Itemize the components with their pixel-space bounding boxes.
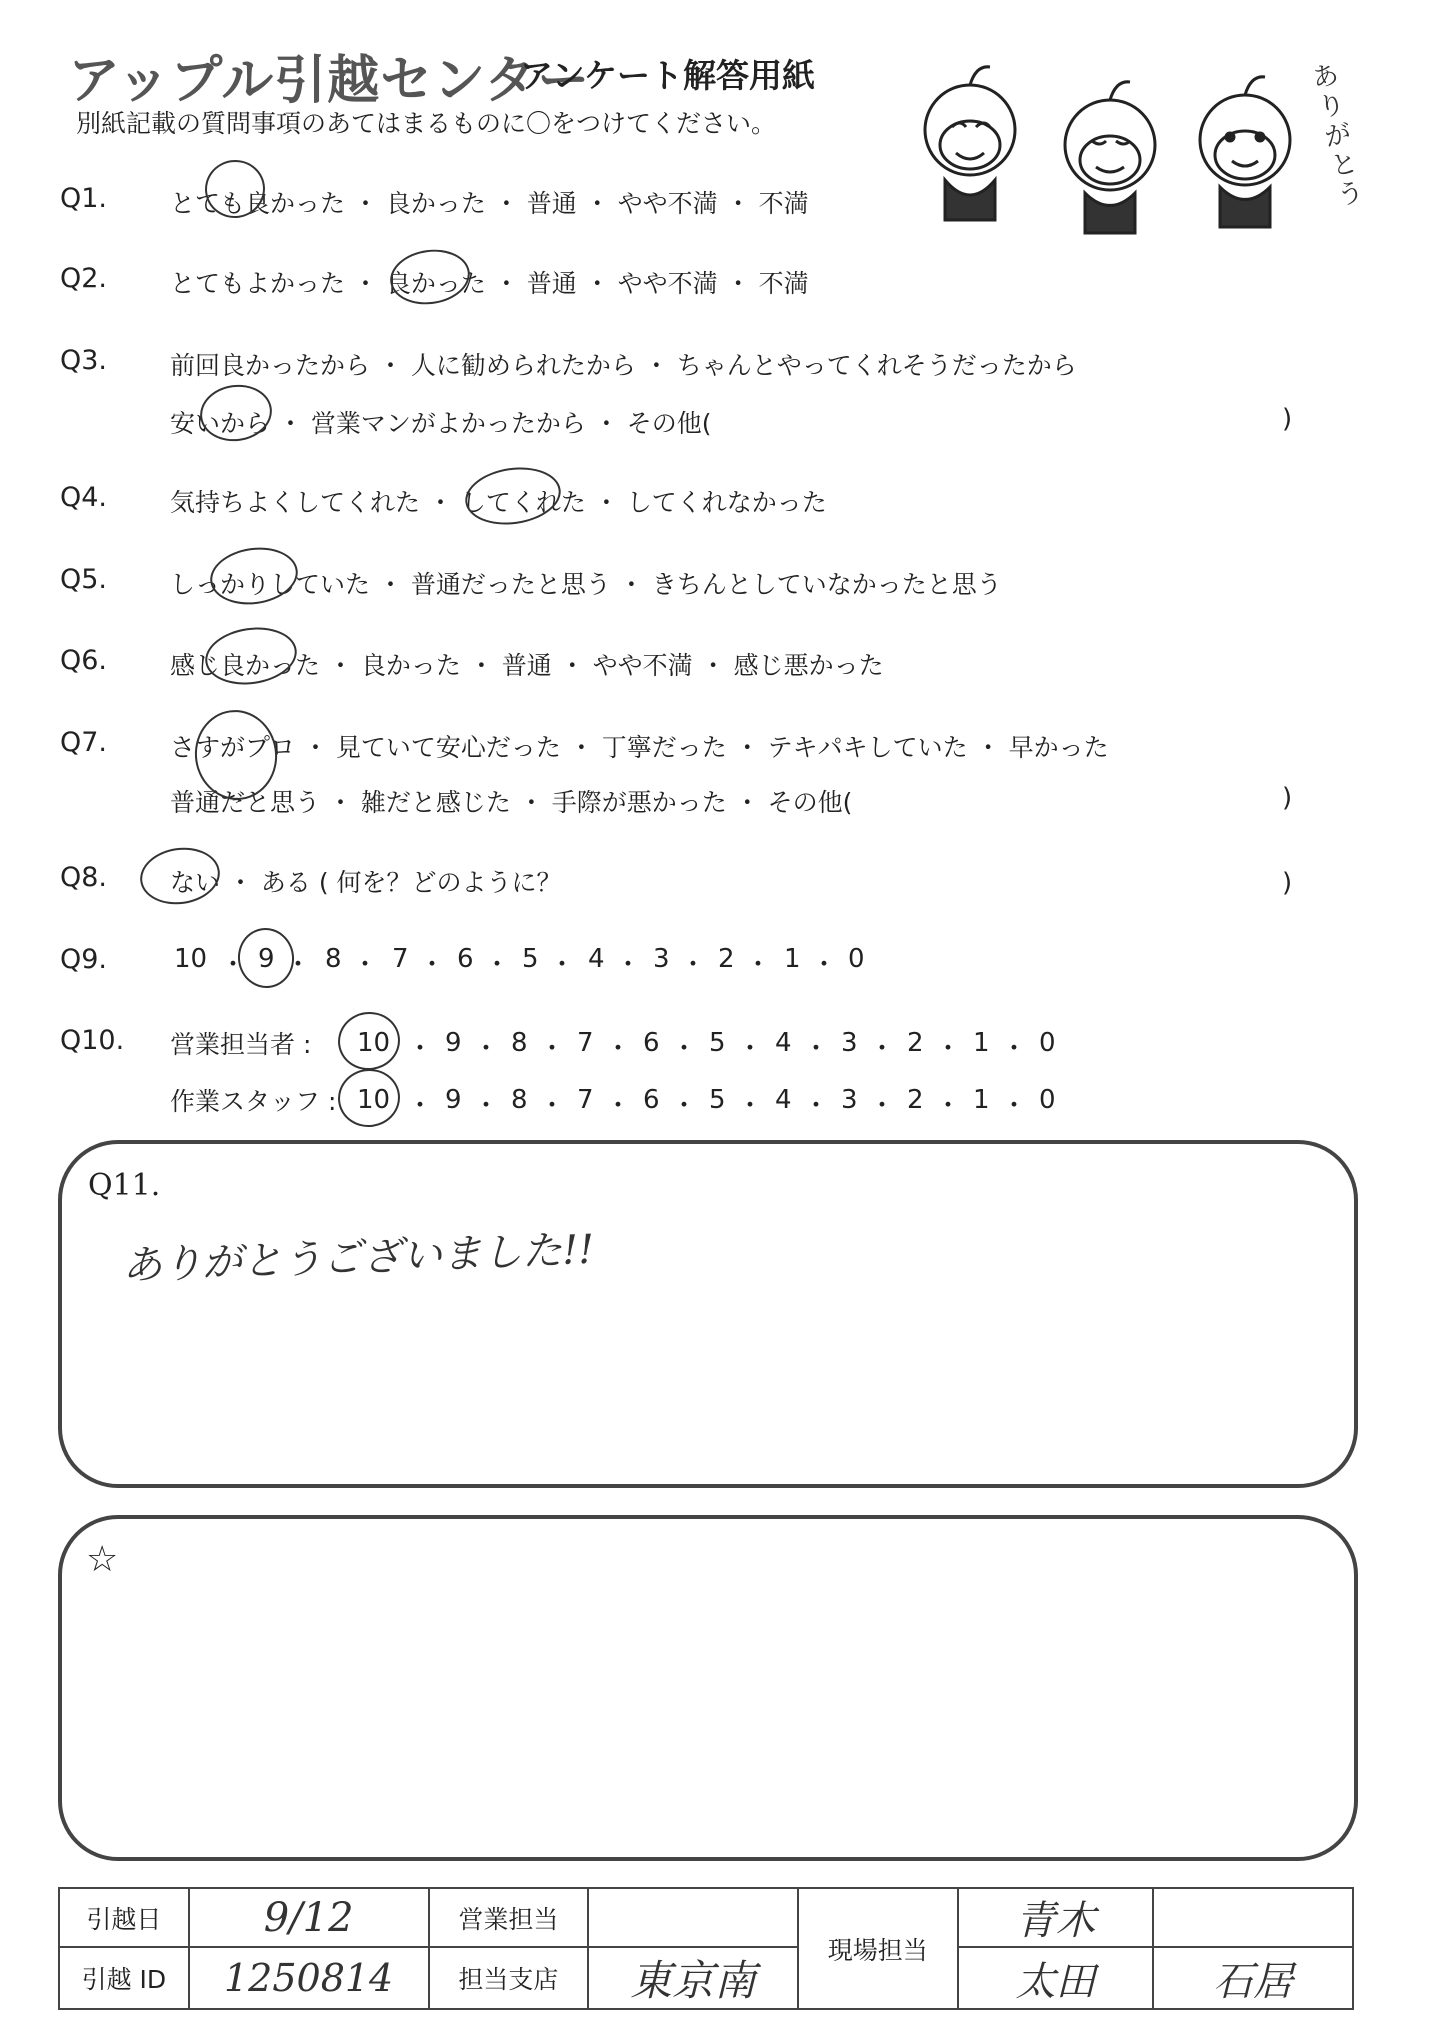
q5-options[interactable]: しっかりしていた ・ 普通だったと思う ・ きちんとしていなかったと思う [170,570,1002,599]
q9-option-10[interactable]: 10 [174,944,208,974]
moving-id-value: 1250814 [224,1956,394,2000]
q10-sales-option-8[interactable]: 8 [511,1028,528,1058]
q10-staff-option-10[interactable]: 10 [357,1085,391,1115]
site-staff-1-value: 青木 [1015,1898,1096,1944]
q10-sales-option-5[interactable]: 5 [709,1028,726,1058]
q3-label: Q3. [60,345,108,376]
q10-staff-option-8[interactable]: 8 [511,1085,528,1115]
q10-sales-option-1[interactable]: 1 [973,1028,990,1058]
q10-staff-option-1[interactable]: 1 [973,1085,990,1115]
q10-sales-answer-mark [334,1008,403,1074]
form-instructions: 別紙記載の質問事項のあてはまるものに〇をつけてください。 [76,109,777,138]
q11-handwritten-comment: ありがとうございました!! [121,1226,595,1290]
q6-label: Q6. [60,645,108,676]
q4-label: Q4. [60,482,108,513]
q10-staff-answer-mark [334,1065,403,1131]
q10-sales-option-7[interactable]: 7 [577,1028,594,1058]
moving-id-cell[interactable] [189,1947,429,2009]
monkey-mascot-2 [1065,82,1155,233]
q10-staff-option-4[interactable]: 4 [775,1085,792,1115]
q10-staff-option-5[interactable]: 5 [709,1085,726,1115]
q8-options[interactable]: ない ・ ある ( 何を？どのように？ [170,868,562,897]
sales-rep-value[interactable] [588,1888,798,1947]
company-title: アップル引越センター [68,51,591,111]
branch-value: 東京南 [630,1956,757,2005]
q2-options[interactable]: とてもよかった ・ 良かった ・ 普通 ・ やや不満 ・ 不満 [170,269,809,298]
q3-paren-close: ) [1282,404,1293,434]
q10-staff-option-2[interactable]: 2 [907,1085,924,1115]
q10-staff-option-6[interactable]: 6 [643,1085,660,1115]
q10-sales-option-2[interactable]: 2 [907,1028,924,1058]
q7-paren-close: ) [1282,783,1293,813]
monkey-mascot-1 [925,67,1015,220]
q8-answer-mark [136,843,223,910]
site-staff-2-value: 太田 [1015,1958,1096,2005]
q9-scale[interactable]: 10 ・ 9 ・ 8 ・ 7 ・ 6 ・ 5 ・ 4 ・ 3 ・ 2 ・ 1 ・ 0 [174,944,865,980]
q11-comment-box[interactable] [58,1140,1358,1488]
q9-option-5[interactable]: 5 [522,944,539,974]
site-staff-label: 現場担当 [798,1888,958,2009]
moving-id-label: 引越 ID [59,1947,189,2009]
q10-staff-option-0[interactable]: 0 [1039,1085,1056,1115]
q10-sales-label: 営業担当者 : [170,1030,312,1059]
moving-date-cell[interactable] [189,1888,429,1947]
q9-option-1[interactable]: 1 [784,944,801,974]
star-notes-box[interactable] [58,1515,1358,1861]
site-staff-cell-1[interactable] [958,1888,1154,1947]
moving-date-label: 引越日 [59,1888,189,1947]
q10-staff-scale[interactable]: 10 ・ 9 ・ 8 ・ 7 ・ 6 ・ 5 ・ 4 ・ 3 ・ 2 ・ 1 ・ 0 [357,1085,1056,1121]
q9-option-2[interactable]: 2 [718,944,735,974]
site-staff-cell-2[interactable] [958,1947,1154,2009]
form-subtitle: アンケート解答用紙 [520,56,816,95]
q6-options[interactable]: 感じ良かった ・ 良かった ・ 普通 ・ やや不満 ・ 感じ悪かった [170,651,884,680]
arigatou-vertical-text: ありがとう [1309,59,1367,212]
branch-cell[interactable] [588,1947,798,2009]
monkey-mascot-3 [1200,77,1290,227]
q10-staff-option-3[interactable]: 3 [841,1085,858,1115]
footer-info-table [58,1887,1354,2010]
q7-label: Q7. [60,727,108,758]
q3-options-line2[interactable]: 安いから ・ 営業マンがよかったから ・ その他( [170,409,712,438]
sales-rep-label: 営業担当 [429,1888,589,1947]
q10-sales-option-6[interactable]: 6 [643,1028,660,1058]
star-icon: ☆ [86,1539,119,1580]
q7-options-line2[interactable]: 普通だと思う ・ 雑だと感じた ・ 手際が悪かった ・ その他( [170,788,853,817]
q10-sales-option-0[interactable]: 0 [1039,1028,1056,1058]
q10-sales-option-4[interactable]: 4 [775,1028,792,1058]
q4-answer-mark [462,462,565,531]
site-staff-3-value: 石居 [1213,1958,1294,2005]
q10-label: Q10. [60,1025,125,1056]
q9-option-3[interactable]: 3 [653,944,670,974]
q9-option-8[interactable]: 8 [325,944,342,974]
q10-staff-option-7[interactable]: 7 [577,1085,594,1115]
q5-label: Q5. [60,564,108,595]
q9-option-9[interactable]: 9 [258,944,275,974]
q10-sales-option-9[interactable]: 9 [445,1028,462,1058]
q7-options-line1[interactable]: さすがプロ ・ 見ていて安心だった ・ 丁寧だった ・ テキパキしていた ・ 早かった [170,733,1109,762]
q9-option-4[interactable]: 4 [588,944,605,974]
q11-label: Q11. [88,1168,161,1203]
q10-staff-option-9[interactable]: 9 [445,1085,462,1115]
monkey-mascots-illustration [890,55,1370,235]
site-staff-cell-3[interactable] [1153,1947,1353,2009]
q10-sales-option-10[interactable]: 10 [357,1028,391,1058]
q9-option-0[interactable]: 0 [848,944,865,974]
q8-label: Q8. [60,862,108,893]
q10-sales-scale[interactable]: 10 ・ 9 ・ 8 ・ 7 ・ 6 ・ 5 ・ 4 ・ 3 ・ 2 ・ 1 ・ 0 [357,1028,1056,1064]
q4-options[interactable]: 気持ちよくしてくれた ・ してくれた ・ してくれなかった [170,488,827,517]
moving-date-value: 9/12 [263,1894,354,1941]
q8-paren-close: ) [1282,868,1293,898]
q1-options[interactable]: とても良かった ・ 良かった ・ 普通 ・ やや不満 ・ 不満 [170,189,809,218]
q10-staff-label: 作業スタッフ : [170,1087,337,1116]
branch-label: 担当支店 [429,1947,589,2009]
q10-sales-option-3[interactable]: 3 [841,1028,858,1058]
q3-options-line1[interactable]: 前回良かったから ・ 人に勧められたから ・ ちゃんとやってくれそうだったから [170,351,1077,380]
site-staff-cell-empty[interactable] [1153,1888,1353,1947]
q9-answer-mark [234,924,298,991]
q2-label: Q2. [60,263,108,294]
q9-label: Q9. [60,944,108,975]
q1-label: Q1. [60,183,108,214]
q9-option-6[interactable]: 6 [457,944,474,974]
q9-option-7[interactable]: 7 [392,944,409,974]
